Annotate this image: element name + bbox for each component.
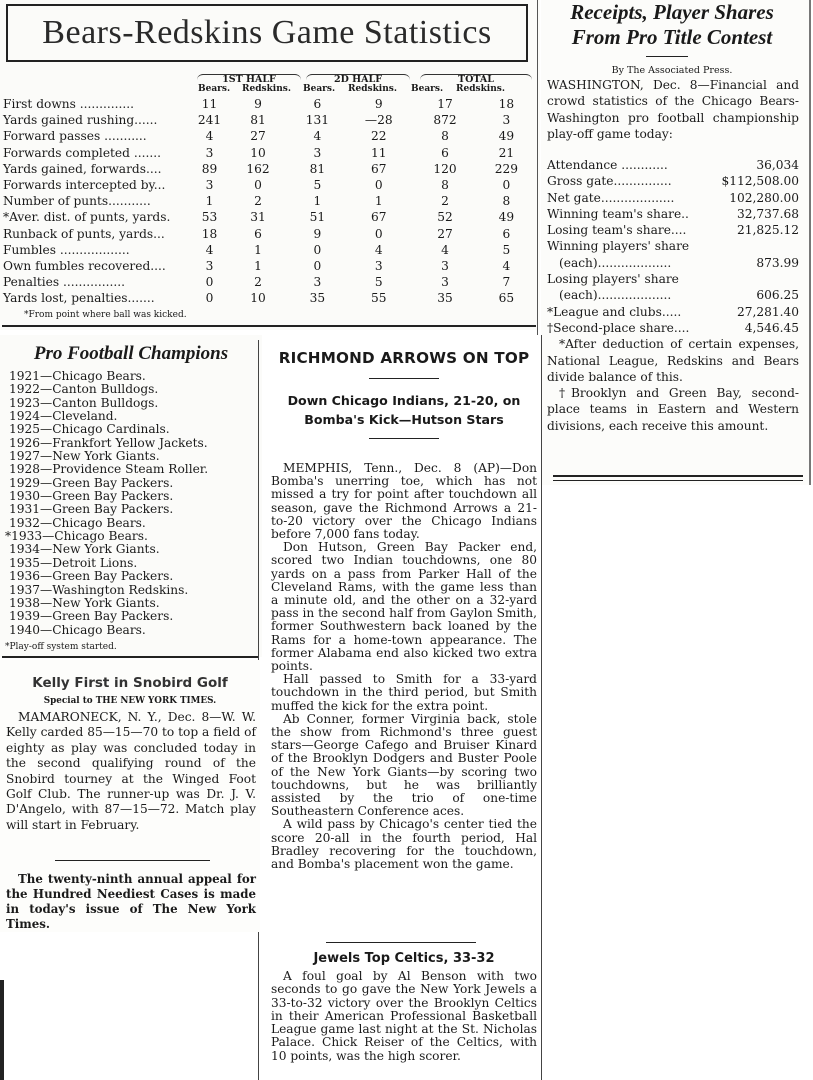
paragraph: A foul goal by Al Benson with two seconds to go gave the New York Jewels a 33-to-32 victory over the Brooklyn Celtics in their American Professional Basketball League game last night at the St. Nicholas Palace. Chick Reiser of the Celtics, with 10 points, was the high scorer. (271, 969, 537, 1063)
stats-group-header: TOTAL (420, 74, 532, 84)
champion-entry: 1931—Green Bay Packers. (9, 502, 174, 517)
stat-label: Forwards intercepted by... (3, 178, 166, 193)
champion-entry: 1925—Chicago Cardinals. (9, 422, 170, 437)
figure-value: 21,825.12 (736, 223, 799, 238)
divider (55, 860, 210, 861)
footnote: *After deduction of certain expenses, National League, Redskins and Bears divide balance of this. (547, 337, 799, 384)
stat-value: 4 (205, 242, 214, 257)
champion-entry: 1935—Detroit Lions. (9, 555, 138, 570)
stat-value: 4 (313, 129, 322, 144)
stat-value: 9 (374, 97, 383, 111)
divider (553, 475, 803, 481)
stat-value: 4 (205, 129, 214, 144)
stat-label: Yards gained rushing...... (3, 113, 158, 128)
stat-value: 120 (433, 161, 457, 176)
stat-value: 9 (254, 97, 262, 111)
stat-value: 65 (498, 291, 515, 306)
champion-entry: 1926—Frankfort Yellow Jackets. (9, 435, 208, 450)
golf-headline: Kelly First in Snobird Golf (32, 675, 228, 691)
stat-value: 7 (502, 275, 511, 290)
jewels-headline: Jewels Top Celtics, 33-32 (313, 951, 495, 966)
stat-value: 3 (374, 259, 383, 274)
column-rule (809, 0, 811, 485)
figure-value: 36,034 (756, 158, 799, 172)
stats-subheader: Bears. (411, 84, 444, 94)
richmond-body (271, 462, 537, 871)
stat-value: 1 (205, 194, 214, 209)
margin-bar (0, 980, 4, 1080)
figure-row (547, 173, 799, 189)
stat-value: 3 (502, 113, 511, 128)
receipts-lead: WASHINGTON, Dec. 8—Financial and crowd statistics of the Chicago Bears-Washington pro football championship play-off game today: (547, 78, 799, 141)
stat-label: Forwards completed ....... (3, 145, 161, 160)
stats-subheader: Bears. (303, 84, 336, 94)
figure-label: (each)................... (559, 288, 672, 303)
stat-value: 35 (309, 291, 326, 306)
champion-entry: 1939—Green Bay Packers. (9, 609, 174, 624)
stat-value: 10 (250, 145, 266, 160)
stat-value: 0 (374, 226, 383, 241)
stat-value: 9 (313, 226, 322, 241)
stat-value: 49 (498, 210, 515, 225)
stat-value: 3 (205, 259, 214, 274)
stats-row (3, 226, 540, 242)
stat-value: 872 (433, 113, 457, 128)
stats-row (3, 274, 540, 290)
stat-value: 0 (374, 178, 383, 193)
stat-value: 8 (441, 178, 449, 193)
stat-value: 229 (494, 161, 518, 176)
champion-entry: 1934—New York Giants. (9, 542, 160, 557)
stats-table (3, 96, 540, 307)
golf-body: MAMARONECK, N. Y., Dec. 8—W. W. Kelly carded 85—15—70 to top a field of eighty as play was concluded today in the second qualifying round of the Snobird tourney at the Winged Foot Golf Club. The runner-up was Dr. J. V. D'Angelo, with 87—15—72. Match play will start in February. (6, 710, 256, 832)
stat-label: *Aver. dist. of punts, yards. (3, 210, 171, 225)
divider (369, 438, 439, 439)
column-rule (541, 335, 542, 1080)
jewels-body (271, 970, 537, 1063)
stat-label: First downs .............. (3, 97, 134, 111)
stats-group-header: 2D HALF (306, 74, 410, 84)
champion-entry: 1930—Green Bay Packers. (9, 489, 174, 504)
stat-value: 81 (309, 161, 326, 176)
stats-title: Bears-Redskins Game Statistics (6, 4, 528, 62)
stat-value: 8 (502, 194, 511, 209)
figure-row (547, 157, 799, 173)
stat-value: 35 (437, 291, 453, 306)
stats-subheader: Redskins. (348, 84, 397, 94)
stat-label: Forward passes ........... (3, 129, 147, 144)
stat-value: 89 (201, 161, 218, 176)
stats-subheader: Bears. (198, 84, 231, 94)
stat-value: 2 (254, 194, 262, 209)
champions-box (0, 335, 262, 657)
stat-value: 3 (205, 145, 214, 160)
stats-subheader: Redskins. (242, 84, 291, 94)
figure-label: Gross gate............... (547, 174, 672, 189)
figure-row (547, 255, 799, 271)
stat-value: 4 (374, 242, 383, 257)
paragraph: Hall passed to Smith for a 33-yard touchdown in the third period, but Smith muffed the kick for the extra point. (271, 672, 537, 713)
stat-value: 10 (250, 291, 266, 306)
richmond-headline: RICHMOND ARROWS ON TOP (278, 349, 530, 367)
stat-value: 6 (502, 226, 511, 241)
stat-label: Fumbles .................. (3, 242, 130, 257)
stat-value: 31 (250, 210, 266, 225)
golf-credit: Special to THE NEW YORK TIMES. (43, 696, 217, 706)
champions-list (5, 370, 208, 637)
receipts-article (541, 0, 811, 485)
stats-row (3, 161, 540, 177)
headline-line: Receipts, Player Shares (570, 0, 774, 24)
game-statistics-box (0, 0, 540, 330)
stat-label: Number of punts........... (3, 194, 151, 209)
stat-value: 1 (313, 194, 322, 209)
stat-value: 55 (371, 291, 387, 306)
stat-value: 1 (254, 259, 262, 274)
figure-row (547, 304, 799, 320)
stat-value: 8 (441, 129, 449, 144)
stats-footnote: *From point where ball was kicked. (24, 310, 187, 320)
stat-value: 131 (305, 113, 330, 128)
paragraph: MEMPHIS, Tenn., Dec. 8 (AP)—Don Bomba's unerring toe, which has not missed a try for point after touchdown all season, gave the Richmond Arrows a 21-to-20 victory over the Chicago Indians before 7,000 fans today. (271, 461, 537, 542)
champion-entry: 1938—New York Giants. (9, 595, 160, 610)
stat-value: 4 (502, 259, 511, 274)
richmond-article (266, 340, 542, 1080)
stats-row (3, 177, 540, 193)
divider (2, 656, 258, 658)
stat-value: —28 (364, 113, 393, 128)
champion-entry: 1923—Canton Bulldogs. (9, 395, 159, 410)
stat-value: 67 (371, 210, 387, 225)
stats-subheader: Redskins. (456, 84, 505, 94)
figure-row (547, 190, 799, 206)
figure-label: Attendance ............ (547, 158, 668, 172)
paragraph: Ab Conner, former Virginia back, stole the show from Richmond's three guest stars—George Cafego and Bruiser Kinard of the Brooklyn Dodgers and Buster Poole of the New York Giants—by scoring two touchdowns, but he was brilliantly assisted by the trio of one-time Southeastern Conference aces. (271, 711, 537, 819)
stat-label: Penalties ................ (3, 275, 125, 290)
column-rule (537, 0, 538, 335)
footnote: †Brooklyn and Green Bay, second-place teams in Eastern and Western divisions, each receive this amount. (547, 386, 799, 433)
stat-value: 22 (371, 129, 387, 144)
subhead-line: Bomba's Kick—Hutson Stars (304, 412, 504, 427)
divider (2, 325, 536, 327)
stats-row (3, 258, 540, 274)
stat-value: 27 (437, 226, 453, 241)
stat-value: 3 (441, 275, 449, 290)
champion-entry: 1932—Chicago Bears. (9, 515, 146, 530)
stat-value: 241 (197, 113, 222, 128)
stat-value: 27 (250, 129, 266, 144)
stat-value: 0 (254, 178, 262, 193)
champion-entry: 1929—Green Bay Packers. (9, 475, 174, 490)
champions-title: Pro Football Champions (33, 343, 229, 364)
figure-value: 606.25 (756, 288, 799, 303)
figure-value: 27,281.40 (736, 304, 799, 319)
stat-value: 17 (437, 97, 453, 111)
figure-label: Winning players' share (547, 239, 690, 254)
stat-value: 0 (205, 275, 214, 290)
figure-row (547, 287, 799, 303)
stats-row (3, 96, 540, 112)
paragraph: A wild pass by Chicago's center tied the score 20-all in the fourth period, Hal Bradley recovering for the touchdown, and Bomba's placement won the game. (271, 817, 537, 872)
figure-label: (each)................... (559, 255, 672, 270)
champion-entry: 1928—Providence Steam Roller. (9, 462, 209, 477)
champion-entry: 1921—Chicago Bears. (9, 369, 146, 383)
figure-row (547, 206, 799, 222)
stat-value: 11 (201, 97, 218, 111)
figure-row (547, 238, 799, 254)
stat-value: 53 (201, 210, 218, 225)
divider (369, 378, 439, 379)
champion-entry: 1940—Chicago Bears. (9, 622, 146, 637)
stat-value: 21 (498, 145, 515, 160)
champion-entry: 1922—Canton Bulldogs. (9, 382, 159, 397)
figure-row (547, 271, 799, 287)
stat-value: 6 (313, 97, 322, 111)
stat-value: 3 (313, 145, 322, 160)
stat-value: 3 (313, 275, 322, 290)
champion-entry: 1936—Green Bay Packers. (9, 569, 174, 584)
stat-value: 18 (498, 97, 515, 111)
stat-value: 5 (313, 178, 322, 193)
subhead-line: Down Chicago Indians, 21-20, on (287, 393, 521, 408)
receipts-headline (541, 0, 803, 50)
figure-value: $112,508.00 (721, 174, 799, 189)
paragraph: Don Hutson, Green Bay Packer end, scored two Indian touchdowns, one 80 yards on a pass from Parker Hall of the Cleveland Rams, with the game less than a minute old, and the other on a 32-yard pass in the second half from Gaylon Smith, former Southwestern back loaned by the Rams for a home-town appearance. The former Alabama end also kicked two extra points. (271, 540, 537, 674)
stat-value: 0 (313, 259, 322, 274)
neediest-appeal: The twenty-ninth annual appeal for the Hundred Neediest Cases is made in today's issue of The New York Times. (6, 872, 256, 931)
stat-value: 2 (254, 275, 262, 290)
stat-value: 3 (441, 259, 449, 274)
champion-entry: 1924—Cleveland. (9, 409, 118, 424)
stat-value: 0 (313, 242, 322, 257)
stat-value: 6 (441, 145, 449, 160)
figure-label: *League and clubs..... (547, 304, 682, 319)
figure-value: 873.99 (756, 255, 799, 270)
stats-group-header: 1ST HALF (197, 74, 301, 84)
figure-value: 32,737.68 (736, 206, 799, 221)
stat-value: 11 (371, 145, 387, 160)
byline: By The Associated Press. (611, 65, 733, 76)
stat-label: Yards lost, penalties....... (3, 291, 155, 306)
champion-entry: 1927—New York Giants. (9, 449, 160, 464)
receipts-figures (547, 157, 799, 434)
stat-value: 52 (437, 210, 453, 225)
figure-label: Losing players' share (547, 272, 679, 287)
champion-entry: 1937—Washington Redskins. (9, 582, 189, 597)
stats-row (3, 242, 540, 258)
figure-value: 102,280.00 (729, 190, 799, 205)
headline-line: From Pro Title Contest (571, 25, 773, 49)
stats-row (3, 193, 540, 209)
stats-row (3, 290, 540, 306)
stat-value: 3 (205, 178, 214, 193)
figure-label: †Second-place share.... (547, 320, 690, 335)
stats-row (3, 209, 540, 225)
stat-value: 67 (371, 161, 387, 176)
richmond-subhead (266, 391, 542, 429)
champions-footnote: *Play-off system started. (5, 642, 117, 652)
stat-value: 5 (502, 242, 511, 257)
champion-entry: *1933—Chicago Bears. (5, 529, 148, 544)
stat-value: 4 (441, 242, 449, 257)
stats-row (3, 112, 540, 128)
stat-value: 1 (254, 242, 262, 257)
figure-label: Net gate................... (547, 190, 675, 205)
stat-label: Own fumbles recovered.... (3, 259, 166, 274)
stat-value: 162 (246, 161, 270, 176)
stat-value: 81 (250, 113, 266, 128)
stat-label: Yards gained, forwards.... (3, 161, 162, 176)
stat-label: Runback of punts, yards... (3, 226, 165, 241)
figure-row (547, 222, 799, 238)
stat-value: 18 (201, 226, 218, 241)
stat-value: 51 (309, 210, 326, 225)
stat-value: 6 (254, 226, 262, 241)
stat-value: 49 (498, 129, 515, 144)
stat-value: 2 (441, 194, 449, 209)
stats-row (3, 145, 540, 161)
stat-value: 0 (205, 291, 214, 306)
figure-label: Losing team's share.... (547, 223, 687, 238)
stat-value: 1 (374, 194, 383, 209)
stats-row (3, 128, 540, 144)
figure-value: 4,546.45 (744, 320, 799, 335)
divider (326, 942, 476, 943)
divider (646, 56, 688, 57)
figure-row (547, 320, 799, 336)
stat-value: 5 (374, 275, 383, 290)
figure-label: Winning team's share.. (547, 206, 689, 221)
stat-value: 0 (502, 178, 511, 193)
golf-article (0, 660, 260, 932)
